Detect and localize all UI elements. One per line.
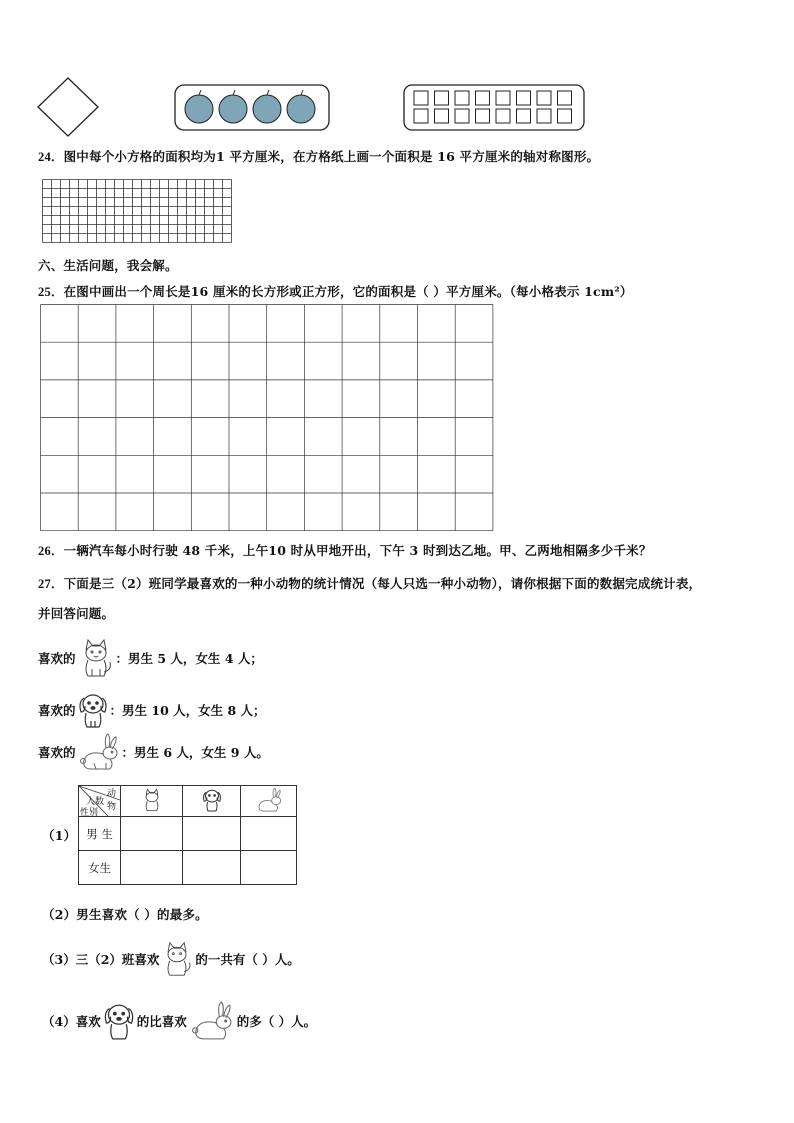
q26-text: 26．一辆汽车每小时行驶 48 千米，上午10 时从甲地开出，下午 3 时到达乙地。甲、乙两地相隔多少千米？: [38, 543, 652, 558]
apple-icon: [185, 90, 213, 123]
rabbit-icon: [76, 732, 122, 772]
table-cell[interactable]: [241, 851, 297, 885]
section-title: 六、生活问题，我会解。: [38, 258, 178, 273]
q25-text: 25．在图中画出一个周长是16 厘米的长方形或正方形，它的面积是（ ）平方厘米。（每小格表示 1cm²）: [38, 284, 633, 299]
q27-sub2: （2）男生喜欢（ ）的最多。: [42, 907, 208, 922]
header-gender: 性别: [80, 808, 99, 818]
like-row-rabbit: 喜欢的 ：男生 6 人，女生 9 人。: [38, 730, 269, 774]
dog-icon: [201, 787, 223, 813]
q27-sub3: （3）三（2）班喜欢 的一共有（ ）人。: [42, 936, 300, 982]
table-cell[interactable]: [183, 851, 241, 885]
q25-grid: [40, 304, 496, 532]
cat-icon: [159, 937, 195, 981]
q27-text-line2: 并回答问题。: [38, 606, 115, 621]
q27-sub4: （4）喜欢 的比喜欢 的多（ ）人。: [42, 998, 316, 1044]
header-rabbit-cell: [241, 786, 297, 817]
q24-grid: [42, 179, 234, 243]
stat-table: [78, 785, 297, 885]
table-cell[interactable]: [121, 817, 183, 851]
q27-text-line1: 27．下面是三（2）班同学最喜欢的一种小动物的统计情况（每人只选一种小动物），请你根据下面的数据完成统计表，: [38, 576, 702, 591]
apples-box: [174, 84, 330, 131]
table-cell[interactable]: [241, 817, 297, 851]
rabbit-icon: [187, 1000, 237, 1042]
header-cat-cell: [121, 786, 183, 817]
dog-icon: [76, 690, 110, 730]
header-dog-cell: [183, 786, 241, 817]
row-label-girls: 女生: [79, 851, 121, 885]
apple-icon: [287, 90, 315, 123]
table-label: （1）: [42, 828, 77, 843]
cat-icon: [140, 787, 164, 813]
rhombus-figure: [36, 76, 100, 138]
squares-box: [403, 84, 585, 131]
header-count: 人数: [86, 797, 105, 807]
header-animal: 动物: [106, 789, 116, 812]
cat-icon: [76, 636, 116, 680]
rabbit-icon: [253, 787, 285, 813]
q24-text: 24．图中每个小方格的面积均为1 平方厘米，在方格纸上画一个面积是 16 平方厘米的轴对称图形。: [38, 149, 600, 164]
header-diagonal-cell: [79, 786, 121, 817]
row-label-boys: 男 生: [79, 817, 121, 851]
like-row-dog: 喜欢的 ：男生 10 人，女生 8 人；: [38, 688, 266, 732]
apple-icon: [253, 90, 281, 123]
dog-icon: [101, 1000, 137, 1042]
table-cell[interactable]: [183, 817, 241, 851]
apple-icon: [219, 90, 247, 123]
table-cell[interactable]: [121, 851, 183, 885]
like-row-cat: 喜欢的 ：男生 5 人，女生 4 人；: [38, 636, 263, 680]
